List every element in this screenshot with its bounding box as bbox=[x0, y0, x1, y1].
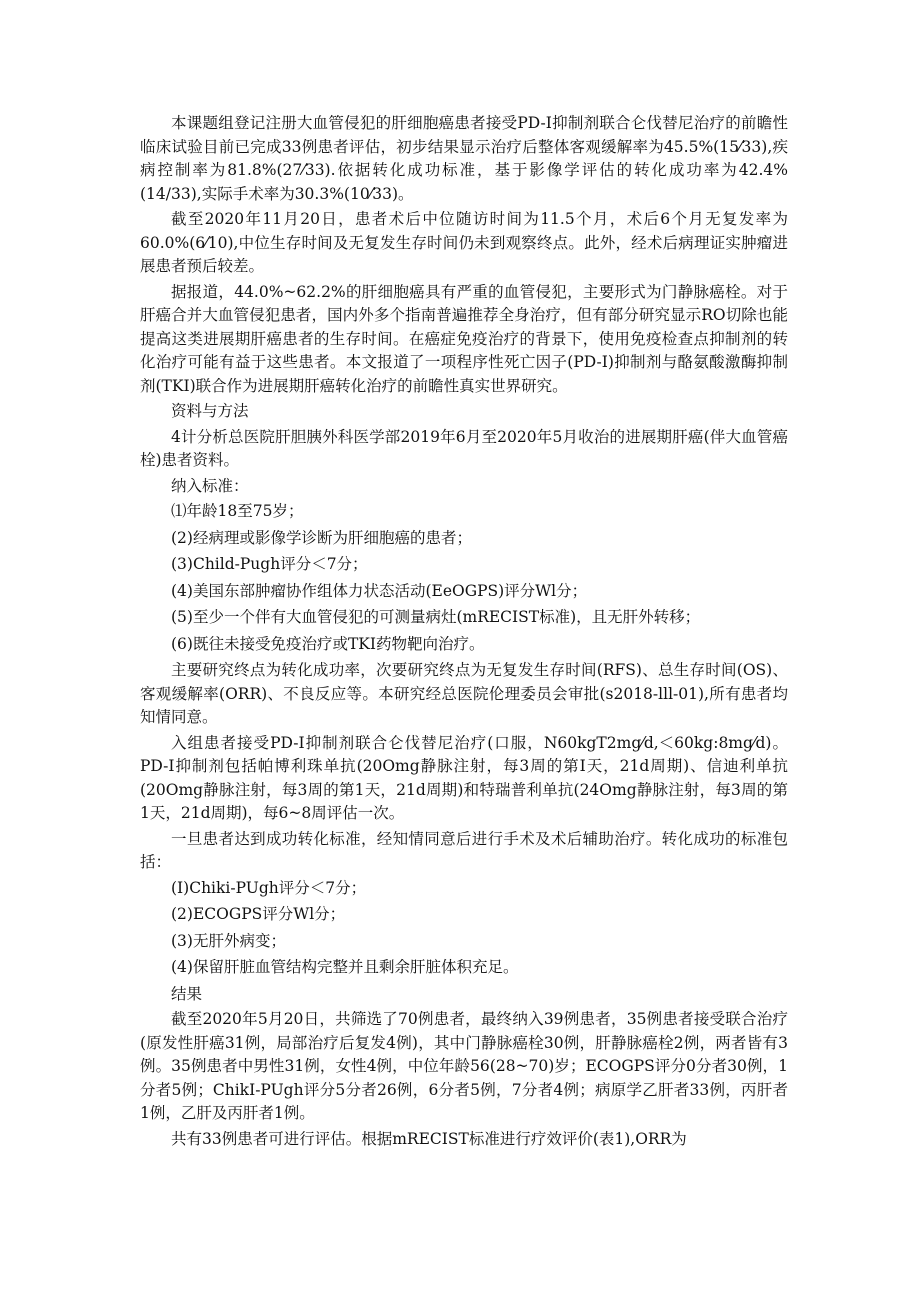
paragraph-evaluation: 共有33例患者可进行评估。根据mRECIST标准进行疗效评价(表1),ORR为 bbox=[171, 1129, 687, 1148]
conversion-criterion: (2)ECOGPS评分Wl分； bbox=[171, 905, 346, 923]
inclusion-criterion: (5)至少一个伴有大血管侵犯的可测量病灶(mRECIST标准)，且无肝外转移； bbox=[171, 608, 701, 626]
paragraph-results: 截至2020年5月20日，共筛选了70例患者，最终纳入39例患者，35例患者接受联合治疗(原发性肝癌31例，局部治疗后复发4例)，其中门静脉癌栓30例，肝静脉癌栓2例，两者皆有3例。35例患者中男性31例，女性4例，中位年龄56(28~70)岁；ECOGPS评分0分者30例，1分者5例；ChikI-PUgh评分5分者26例，6分者5例，7分者4例；病原学乙肝者33例，丙肝者1例，乙肝及丙肝者1例。 bbox=[140, 1010, 788, 1122]
document-body bbox=[140, 112, 788, 1153]
inclusion-criteria-heading: 纳入标准： bbox=[171, 476, 249, 495]
inclusion-criterion: (6)既往未接受免疫治疗或TKI药物靶向治疗。 bbox=[171, 634, 485, 653]
paragraph-treatment: 入组患者接受PD-I抑制剂联合仑伐替尼治疗(口服，N60kgT2mg⁄d,＜60kg:8mg⁄d)。PD-I抑制剂包括帕博利珠单抗(20Omg静脉注射，每3周的第I天，21d周期)、信迪利单抗(20Omg静脉注射，每3周的第1天，21d周期)和特瑞普利单抗(24Omg静脉注射，每3周的第1天，21d周期)，每6~8周评估一次。 bbox=[140, 733, 788, 822]
inclusion-criterion: (3)Child-Pugh评分＜7分； bbox=[171, 555, 368, 573]
paragraph-trial-summary: 本课题组登记注册大血管侵犯的肝细胞癌患者接受PD-I抑制剂联合仑伐替尼治疗的前瞻性临床试验目前已完成33例患者评估，初步结果显示治疗后整体客观缓解率为45.5%(15⁄33),疾病控制率为81.8%(27⁄33).依据转化成功标准，基于影像学评估的转化成功率为42.4%(14/33),实际手术率为30.3%(10⁄33)。 bbox=[140, 114, 788, 203]
inclusion-criterion: ⑴年龄18至75岁； bbox=[171, 502, 304, 520]
paragraph-endpoints: 主要研究终点为转化成功率，次要研究终点为无复发生存时间(RFS)、总生存时间(OS)、客观缓解率(ORR)、不良反应等。本研究经总医院伦理委员会审批(s2018-lll-01),所有患者均知情同意。 bbox=[140, 661, 788, 726]
inclusion-criterion: (4)美国东部肿瘤协作组体力状态活动(EeOGPS)评分Wl分； bbox=[171, 581, 588, 600]
paragraph-background: 据报道，44.0%~62.2%的肝细胞癌具有严重的血管侵犯，主要形式为门静脉癌栓。对于肝癌合并大血管侵犯患者，国内外多个指南普遍推荐全身治疗，但有部分研究显示RO切除也能提高这类进展期肝癌患者的生存时间。在癌症免疫治疗的背景下，使用免疫检查点抑制剂的转化治疗可能有益于这些患者。本文报道了一项程序性死亡因子(PD-I)抑制剂与酪氨酸激酶抑制剂(TKI)联合作为进展期肝癌转化治疗的前瞻性真实世界研究。 bbox=[140, 282, 788, 395]
paragraph-conversion: 一旦患者达到成功转化标准，经知情同意后进行手术及术后辅助治疗。转化成功的标准包括： bbox=[140, 829, 788, 871]
inclusion-criterion: (2)经病理或影像学诊断为肝细胞癌的患者； bbox=[171, 528, 472, 547]
conversion-criterion: (3)无肝外病变； bbox=[171, 931, 286, 950]
conversion-criterion: (4)保留肝脏血管结构完整并且剩余肝脏体积充足。 bbox=[171, 958, 519, 976]
section-heading-methods: 资料与方法 bbox=[171, 402, 249, 420]
paragraph-methods: 4计分析总医院肝胆胰外科医学部2019年6月至2020年5月收治的进展期肝癌(伴大血管癌栓)患者资料。 bbox=[140, 427, 788, 469]
paragraph-follow-up: 截至2020年11月20日，患者术后中位随访时间为11.5个月，术后6个月无复发率为60.0%(6⁄10),中位生存时间及无复发生存时间仍未到观察终点。此外，经术后病理证实肿瘤进展患者预后较差。 bbox=[140, 210, 788, 275]
section-heading-results: 结果 bbox=[171, 984, 203, 1003]
conversion-criterion: (I)Chiki-PUgh评分＜7分； bbox=[171, 878, 367, 897]
